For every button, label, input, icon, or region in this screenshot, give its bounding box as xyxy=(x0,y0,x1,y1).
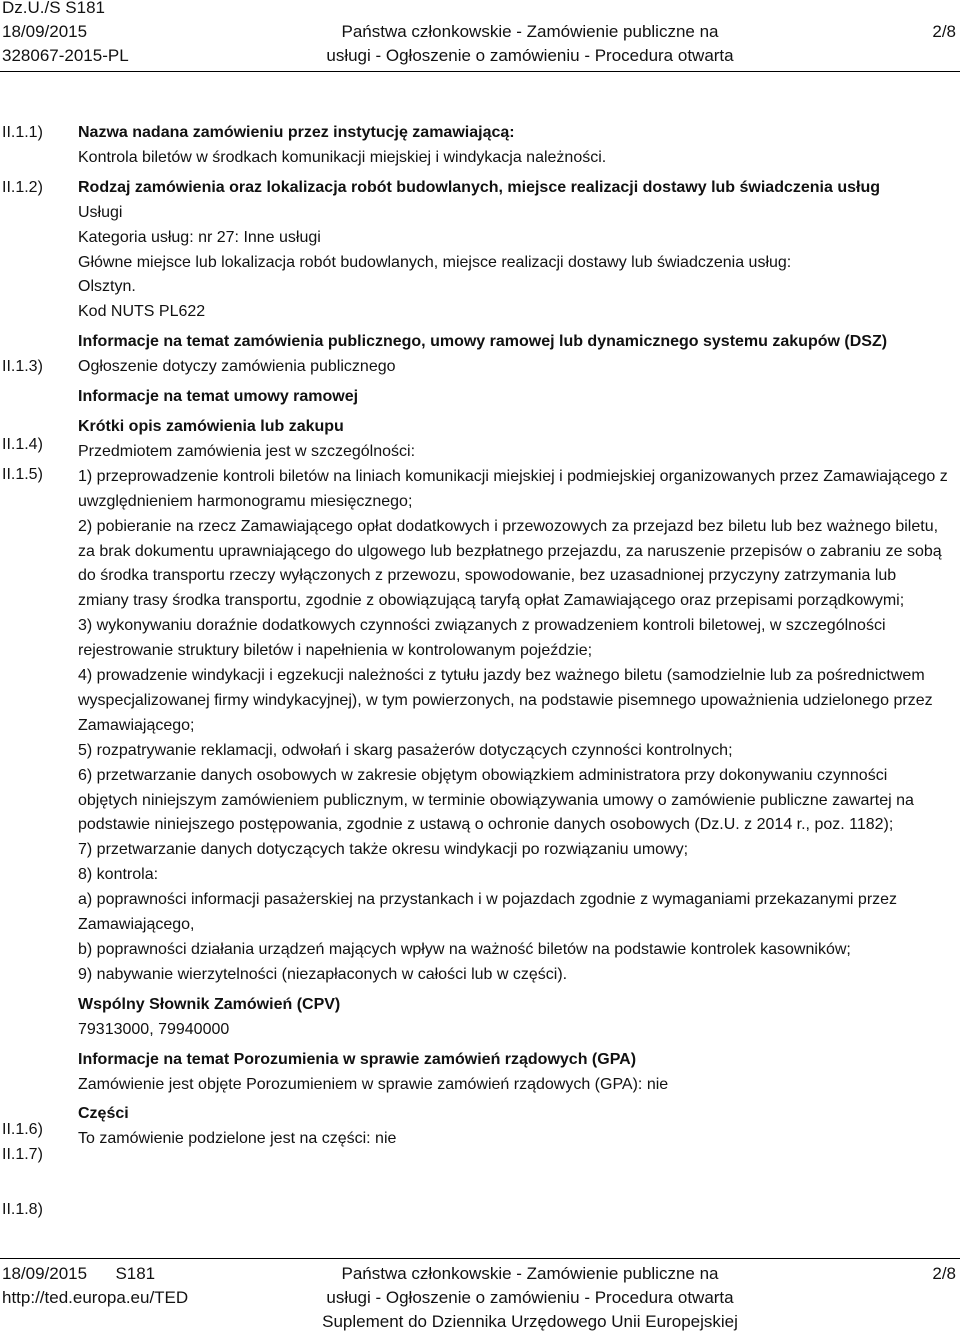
header-title xyxy=(300,20,760,68)
section-number: II.1.5) xyxy=(2,466,43,483)
section-heading: Rodzaj zamówienia oraz lokalizacja robót budowlanych, miejsce realizacji dostawy lub świadczenia usług xyxy=(78,178,880,196)
section-heading: Wspólny Słownik Zamówień (CPV) xyxy=(78,995,341,1013)
footer-journal: S181 xyxy=(115,1264,156,1283)
footer-date: 18/09/2015 xyxy=(2,1264,88,1283)
section-text: Olsztyn. xyxy=(78,278,136,296)
section-text: Główne miejsce lub lokalizacja robót budowlanych, miejsce realizacji dostawy lub świadczenia usług: xyxy=(78,253,792,271)
section-text: Ogłoszenie dotyczy zamówienia publicznego xyxy=(78,358,396,376)
footer-title xyxy=(300,1262,760,1334)
header-date: 18/09/2015 xyxy=(2,22,88,41)
page-header xyxy=(0,0,960,72)
section-heading: Krótki opis zamówienia lub zakupu xyxy=(78,417,344,435)
section-text: 7) przetwarzanie danych dotyczących także okresu windykacji po rozwiązaniu umowy; xyxy=(78,841,689,859)
header-journal: Dz.U./S S181 xyxy=(2,0,105,17)
section-text: a) poprawności informacji pasażerskiej na przystankach i w pojazdach zgodnie z wymaganiami przekazanymi przez Zamawiającego, xyxy=(78,891,898,934)
section-number: II.1.6) xyxy=(2,1121,43,1138)
header-title-line1: Państwa członkowskie - Zamówienie publiczne na xyxy=(341,22,719,41)
section-ii-1-3 xyxy=(78,330,948,380)
footer-title-line1: Państwa członkowskie - Zamówienie publiczne na xyxy=(341,1264,719,1283)
section-text: Kod NUTS PL622 xyxy=(78,303,206,321)
section-number: II.1.8) xyxy=(2,1201,43,1218)
section-ii-1-6 xyxy=(78,993,948,1043)
footer-date-line xyxy=(2,1262,188,1286)
section-text: 1) przeprowadzenie kontroli biletów na liniach komunikacji miejskiej i podmiejskiej organizowanych przez Zamawiającego z uwzględnieniem harmonogramu miesięcznego; xyxy=(78,467,948,510)
section-text: Przedmiotem zamówienia jest w szczególności: xyxy=(78,442,416,460)
footer-page: 2/8 xyxy=(932,1264,956,1283)
section-text: 9) nabywanie wierzytelności (niezapłaconych w całości lub w części). xyxy=(78,965,568,983)
section-ii-1-2 xyxy=(78,176,948,325)
section-ii-1-1 xyxy=(78,121,948,171)
section-heading: Informacje na temat zamówienia publicznego, umowy ramowej lub dynamicznego systemu zakupów (DSZ) xyxy=(78,333,888,351)
section-text: 8) kontrola: xyxy=(78,866,159,884)
section-number: II.1.1) xyxy=(2,124,43,141)
section-text: 4) prowadzenie windykacji i egzekucji należności z tytułu jazdy bez ważnego biletu (samodzielnie lub za pośrednictwem wyspecjalizowanej firmy windykacyjnej), w tym powierzonych, na podstawie pisemnego upoważnienia udzielonego przez Zamawiającego; xyxy=(78,667,933,734)
section-heading: Informacje na temat umowy ramowej xyxy=(78,388,359,406)
section-text: 3) wykonywaniu doraźnie dodatkowych czynności związanych z prowadzeniem kontroli biletowej, w szczególności rejestrowanie struktury biletów i napełnienia w kontrolowanym pojeździe; xyxy=(78,617,886,660)
section-ii-1-7 xyxy=(78,1048,948,1098)
header-notice-id: 328067-2015-PL xyxy=(2,46,129,65)
section-ii-1-5 xyxy=(78,415,948,988)
section-heading: Części xyxy=(78,1105,129,1123)
section-text: 5) rozpatrywanie reklamacji, odwołań i skarg pasażerów dotyczących czynności kontrolnych; xyxy=(78,741,733,759)
footer-url[interactable]: http://ted.europa.eu/TED xyxy=(2,1288,189,1307)
section-ii-1-4 xyxy=(78,385,948,410)
section-heading: Nazwa nadana zamówieniu przez instytucję zamawiającą: xyxy=(78,124,515,141)
header-rule xyxy=(0,71,960,72)
document-body xyxy=(78,121,948,1157)
header-title-line2: usługi - Ogłoszenie o zamówieniu - Procedura otwarta xyxy=(326,46,734,65)
footer-title-line2: usługi - Ogłoszenie o zamówieniu - Procedura otwarta xyxy=(326,1288,734,1307)
section-number: II.1.4) xyxy=(2,436,43,453)
header-left xyxy=(2,0,129,68)
section-text: b) poprawności działania urządzeń mających wpływ na ważność biletów na podstawie kontrolek kasowników; xyxy=(78,941,851,958)
section-text: 6) przetwarzanie danych osobowych w zakresie objętym obowiązkiem administratora przy dokonywaniu czynności objętych niniejszym zamówieniem publicznym, w terminie obowiązywania umowy o zamówienie publiczne zawartej na podstawie niniejszego postępowania, zgodnie z ustawą o ochronie danych osobowych (Dz.U. z 2014 r., poz. 1182); xyxy=(78,766,914,834)
section-number: II.1.7) xyxy=(2,1146,43,1163)
section-text: To zamówienie podzielone jest na części: nie xyxy=(78,1130,397,1148)
section-text: Kontrola biletów w środkach komunikacji miejskiej i windykacja należności. xyxy=(78,148,607,166)
section-text: 2) pobieranie na rzecz Zamawiającego opłat dodatkowych i przewozowych za przejazd bez biletu lub bez ważnego biletu, za brak dokumentu uprawniającego do ulgowego lub bezpłatnego przejazdu, za naruszenie przepisów o zabraniu ze sobą do środka transportu rzeczy wyłączonych z przewozu, spowodowanie, bez uzasadnionej przyczyny zatrzymania lub zmiany trasy środka transportu, zgodnie z obowiązującą taryfą opłat Zamawiającego oraz przepisami porządkowymi; xyxy=(78,517,942,610)
section-ii-1-8 xyxy=(78,1102,948,1152)
header-page: 2/8 xyxy=(932,22,956,41)
footer-rule xyxy=(0,1258,960,1259)
section-heading: Informacje na temat Porozumienia w sprawie zamówień rządowych (GPA) xyxy=(78,1050,637,1068)
section-number: II.1.3) xyxy=(2,358,43,375)
section-number: II.1.2) xyxy=(2,179,43,196)
footer-left xyxy=(2,1262,188,1310)
section-text: Usługi xyxy=(78,203,123,221)
section-text: Kategoria usług: nr 27: Inne usługi xyxy=(78,228,321,246)
footer-title-line3: Suplement do Dziennika Urzędowego Unii Europejskiej xyxy=(322,1312,738,1331)
section-text: Zamówienie jest objęte Porozumieniem w sprawie zamówień rządowych (GPA): nie xyxy=(78,1075,669,1093)
section-text: 79313000, 79940000 xyxy=(78,1020,230,1038)
